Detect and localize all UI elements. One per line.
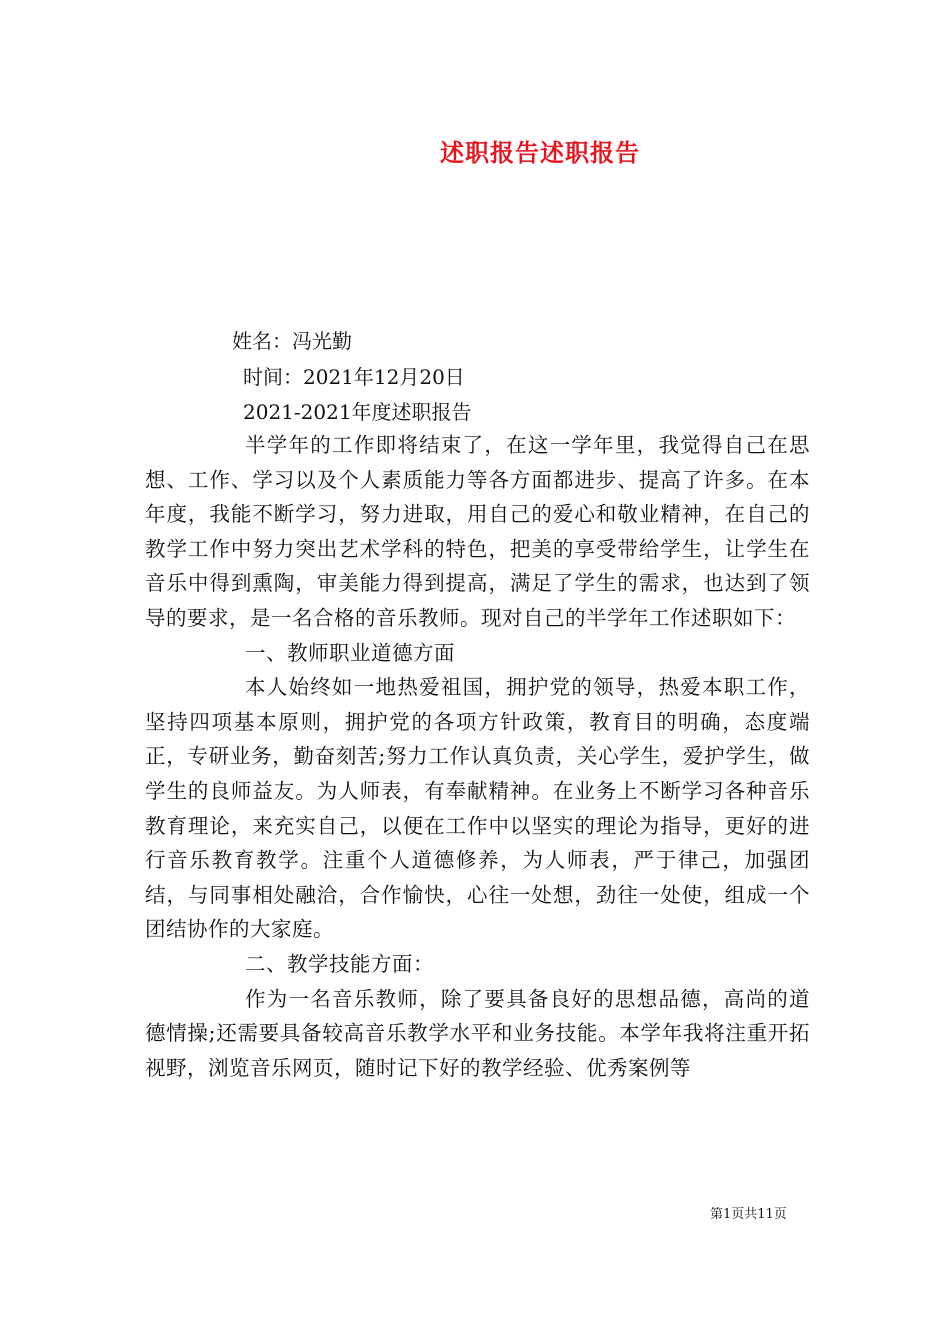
paragraph-intro: 半学年的工作即将结束了，在这一学年里，我觉得自己在思想、工作、学习以及个人素质能力等各方面都进步、提高了许多。在本年度，我能不断学习，努力进取，用自己的爱心和敬业精神，在自己的教学工作中努力突出艺术学科的特色，把美的享受带给学生，让学生在音乐中得到熏陶，审美能力得到提高，满足了学生的需求，也达到了领导的要求，是一名合格的音乐教师。现对自己的半学年工作述职如下： xyxy=(145,433,810,630)
document-body xyxy=(145,428,810,1085)
document-title: 述职报告述职报告 xyxy=(440,138,640,167)
paragraph-ethics: 本人始终如一地热爱祖国，拥护党的领导，热爱本职工作，坚持四项基本原则，拥护党的各项方针政策，教育目的明确，态度端正，专研业务，勤奋刻苦;努力工作认真负责，关心学生，爱护学生，做学生的良师益友。为人师表，有奉献精神。在业务上不断学习各种音乐教育理论，来充实自己，以便在工作中以坚实的理论为指导，更好的进行音乐教育教学。注重个人道德修养，为人师表，严于律己，加强团结，与同事相处融洽，合作愉快，心往一处想，劲往一处使，组成一个团结协作的大家庭。 xyxy=(145,675,810,942)
report-subtitle: 2021-2021年度述职报告 xyxy=(243,400,472,424)
time-line: 时间：2021年12月20日 xyxy=(243,365,465,389)
section-heading-skills: 二、教学技能方面： xyxy=(245,951,434,976)
name-line: 姓名：冯光勤 xyxy=(232,329,352,353)
section-heading-ethics: 一、教师职业道德方面 xyxy=(245,640,455,665)
paragraph-skills: 作为一名音乐教师，除了要具备良好的思想品德，高尚的道德情操;还需要具备较高音乐教学水平和业务技能。本学年我将注重开拓视野，浏览音乐网页，随时记下好的教学经验、优秀案例等 xyxy=(145,986,810,1080)
page-footer: 第1页共11页 xyxy=(710,1207,787,1222)
